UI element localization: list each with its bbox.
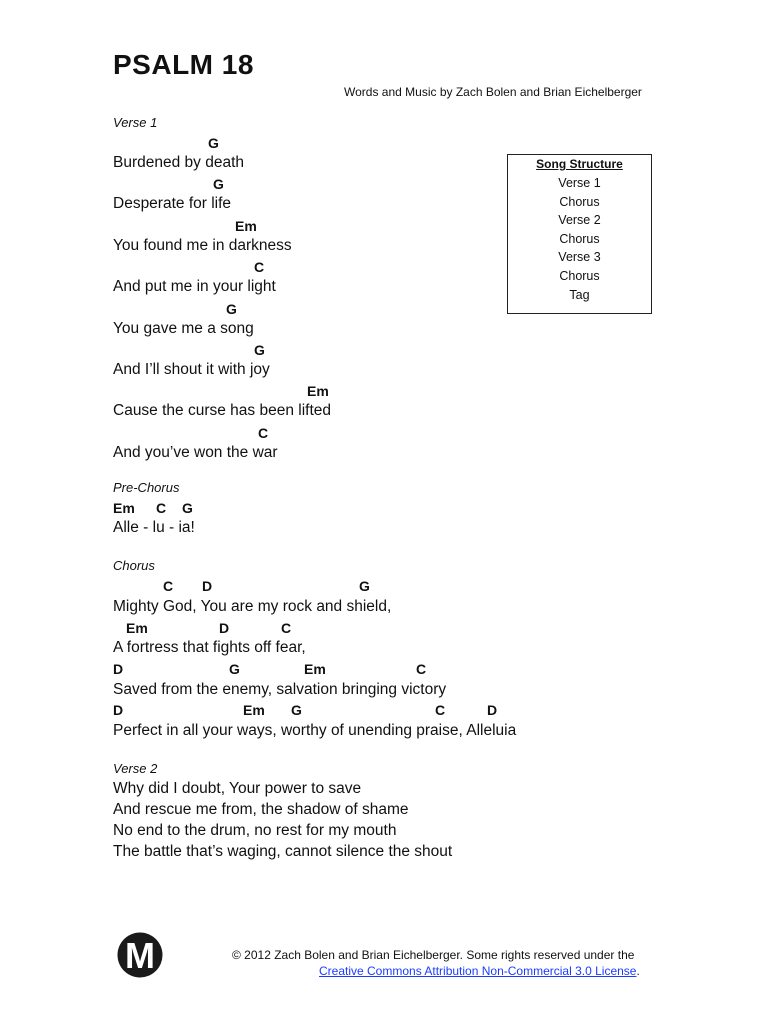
chord: Em: [235, 218, 257, 234]
chord: G: [226, 301, 237, 317]
structure-item: Verse 2: [558, 213, 601, 227]
verse2-label: Verse 2: [113, 761, 158, 776]
chord: C: [281, 620, 292, 636]
chord: Em: [126, 620, 148, 636]
lyric-line: Why did I doubt, Your power to save: [113, 780, 362, 797]
logo-letter: M: [125, 935, 155, 976]
verse1-label: Verse 1: [113, 115, 158, 130]
chord: C: [435, 702, 446, 718]
lyric-line: Cause the curse has been lifted: [113, 402, 331, 419]
chord: Em: [243, 702, 265, 718]
chord: G: [182, 500, 193, 516]
lyric-line: Mighty God, You are my rock and shield,: [113, 598, 392, 615]
lyric-line: Alle - lu - ia!: [113, 519, 195, 536]
license-period: .: [636, 964, 640, 978]
chord: C: [156, 500, 167, 516]
structure-item: Verse 1: [558, 176, 601, 190]
song-credit: Words and Music by Zach Bolen and Brian Eichelberger: [344, 85, 642, 99]
chord: G: [229, 661, 240, 677]
structure-item: Chorus: [559, 195, 600, 209]
license-line: [319, 963, 640, 979]
chord: G: [359, 578, 370, 594]
copyright-text: © 2012 Zach Bolen and Brian Eichelberger. Some rights reserved under the: [232, 948, 635, 962]
chord: Em: [304, 661, 326, 677]
chord: C: [416, 661, 427, 677]
lyric-line: The battle that’s waging, cannot silence the shout: [113, 843, 453, 860]
chord: D: [219, 620, 230, 636]
chord: D: [202, 578, 213, 594]
lyric-line: Saved from the enemy, salvation bringing victory: [113, 681, 447, 698]
lyric-line: And you’ve won the war: [113, 444, 278, 461]
license-link[interactable]: Creative Commons Attribution Non-Commercial 3.0 License: [319, 964, 637, 978]
lyric-line: And rescue me from, the shadow of shame: [113, 801, 409, 818]
lyric-line: Perfect in all your ways, worthy of unending praise, Alleluia: [113, 722, 517, 739]
chord: C: [163, 578, 174, 594]
chord: G: [291, 702, 302, 718]
chord: G: [254, 342, 265, 358]
chord: C: [254, 259, 265, 275]
structure-item: Chorus: [559, 269, 600, 283]
lyric-line: Burdened by death: [113, 154, 244, 171]
lyric-line: No end to the drum, no rest for my mouth: [113, 822, 397, 839]
prechorus-label: Pre-Chorus: [113, 480, 180, 495]
chord: Em: [307, 383, 329, 399]
song-structure-heading: Song Structure: [536, 157, 623, 171]
chord: C: [258, 425, 269, 441]
chord: G: [213, 176, 224, 192]
chord: D: [113, 661, 124, 677]
chord: Em: [113, 500, 135, 516]
structure-item: Tag: [569, 288, 590, 302]
structure-item: Verse 3: [558, 250, 601, 264]
lyric-line: A fortress that fights off fear,: [113, 639, 306, 656]
lyric-line: You gave me a song: [113, 320, 254, 337]
chord: D: [113, 702, 124, 718]
lyric-line: You found me in darkness: [113, 237, 292, 254]
lyric-line: And I’ll shout it with joy: [113, 361, 270, 378]
publisher-logo-icon: [117, 932, 163, 978]
lyric-line: And put me in your light: [113, 278, 276, 295]
song-structure-box: [507, 154, 652, 314]
structure-item: Chorus: [559, 232, 600, 246]
chorus-label: Chorus: [113, 558, 155, 573]
lyric-line: Desperate for life: [113, 195, 232, 212]
chord: G: [208, 135, 219, 151]
chord: D: [487, 702, 498, 718]
song-title: PSALM 18: [113, 49, 254, 80]
